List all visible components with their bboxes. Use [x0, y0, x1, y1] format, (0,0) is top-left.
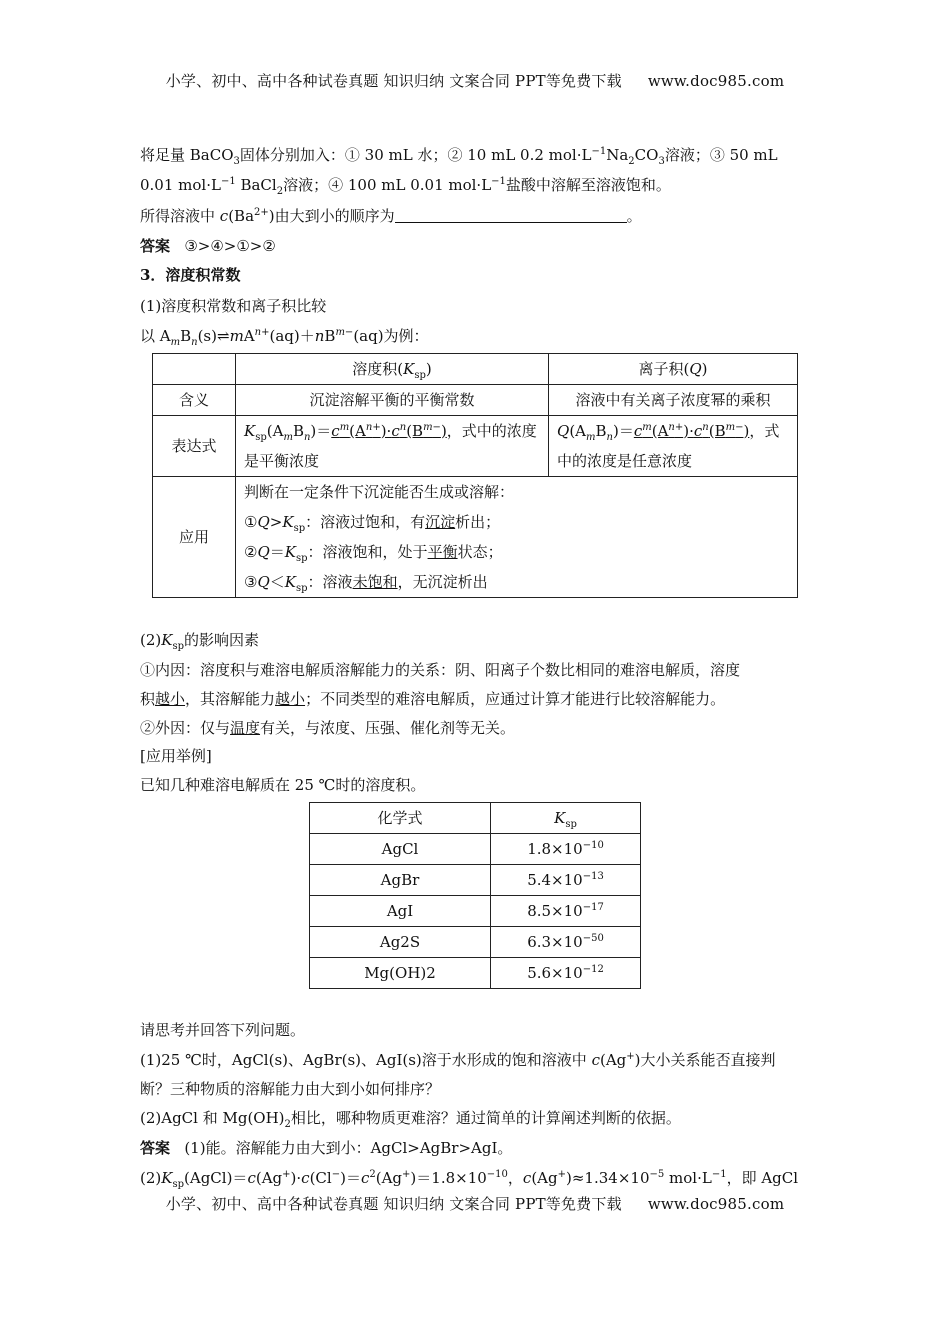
section-title: 3．溶度积常数 [140, 266, 241, 284]
table-row [310, 865, 641, 896]
expr-q: $Q(A_mB_n)=c^m(A^{n+})\cdot c^n(B^{m-})$，式 中的浓度是任意浓度 [549, 416, 798, 477]
col-formula-header: 化学式 [310, 803, 491, 834]
footer-url[interactable]: www.doc985.com [647, 1195, 785, 1213]
meaning-label: 含义 [153, 385, 236, 416]
factors-line-3: ②外因：仅与温度有关，与浓度、压强、催化剂等无关。 [140, 719, 516, 737]
ksp-q-comparison-table [152, 353, 798, 598]
table-row [310, 834, 641, 865]
example-title: [应用举例] [140, 747, 212, 765]
page-footer [0, 1193, 950, 1214]
ksp-cell: $8.5\times 10^{-17}$ [491, 896, 641, 927]
intro-question: 所得溶液中 $c(Ba^{2+})$由大到小的顺序为 。 [140, 207, 642, 225]
factors-line-1: ①内因：溶度积与难溶电解质溶解能力的关系：阴、阳离子个数比相同的难溶电解质，溶度 [140, 661, 741, 679]
expr-ksp: $K_{sp}(A_mB_n)=c^m(A^{n+})\cdot c^n(B^{m-})$，式中的浓度 是平衡浓度 [236, 416, 549, 477]
formula-cell: AgBr [310, 865, 491, 896]
example-intro: 已知几种难溶电解质在 25 ℃时的溶度积。 [140, 776, 426, 794]
ksp-cell: $6.3\times 10^{-50}$ [491, 927, 641, 958]
expr-label: 表达式 [153, 416, 236, 477]
answer-blank[interactable] [395, 206, 627, 223]
question-1: (1)25 ℃时，AgCl(s)、AgBr(s)、AgI(s)溶于水形成的饱和溶液中 c(Ag+)大小关系能否直接判 [140, 1051, 776, 1069]
app-content: 判断在一定条件下沉淀能否生成或溶解： $①Q>K_{sp}$：溶液过饱和，有沉淀析出； $②Q=K_{sp}$：溶液饱和，处于平衡状态； $③Q<K_{sp}$：溶液未饱和，无沉淀析出 [236, 477, 798, 598]
formula-cell: AgCl [310, 834, 491, 865]
factors-line-2: 积越小，其溶解能力越小；不同类型的难溶电解质，应通过计算才能进行比较溶解能力。 [140, 690, 726, 708]
ksp-cell: $1.8\times 10^{-10}$ [491, 834, 641, 865]
answer-2: $(2)K_{sp}(AgCl)=c(Ag^+)\cdot c(Cl^-)=c^2(Ag^+)=1.8\times 10^{-10}$，$c(Ag^+)\approx 1.34\times 10^{-5}$ $mol\cdot L^{-1}$，即 AgCl [140, 1169, 799, 1190]
question-1-cont: 断？三种物质的溶解能力由大到小如何排序？ [140, 1080, 441, 1098]
ksp-cell: $5.4\times 10^{-13}$ [491, 865, 641, 896]
table-row [310, 958, 641, 989]
ksp-values-table [309, 802, 641, 989]
question-2: (2)AgCl 和 $Mg(OH)_2$相比，哪种物质更难溶？通过简单的计算阐述判断的依据。 [140, 1109, 681, 1130]
meaning-q: 溶液中有关离子浓度幂的乘积 [549, 385, 798, 416]
intro-line-2: 0.01 $mol\cdot L^{-1}$ BaCl$_2$溶液；④ 100 mL 0.01 $mol\cdot L^{-1}$盐酸中溶解至溶液饱和。 [140, 176, 671, 197]
equilibrium-arrow-icon: ⇌ [216, 327, 230, 345]
answer-label: 答案 [140, 237, 171, 255]
intro-line-1: 将足量 BaCO$_3$固体分别加入：① 30 mL 水；② 10 mL 0.2 $mol\cdot L^{-1}Na_2CO_3$溶液；③ 50 mL [140, 146, 778, 167]
meaning-ksp: 沉淀溶解平衡的平衡常数 [236, 385, 549, 416]
factors-title: $(2)K_{sp}$的影响因素 [140, 631, 260, 652]
header-q: 离子积(Q) [549, 354, 798, 385]
header-text: 小学、初中、高中各种试卷真题 知识归纳 文案合同 PPT等免费下载 [165, 72, 622, 90]
header-url[interactable]: www.doc985.com [647, 72, 785, 90]
col-ksp-header: $K_{sp}$ [491, 803, 641, 834]
formula-cell: Mg(OH)2 [310, 958, 491, 989]
answer-text: ③>④>①>② [184, 237, 276, 255]
table-row [310, 896, 641, 927]
answer-1: 答案 (1)能。溶解能力由大到小：AgCl>AgBr>AgI。 [140, 1139, 513, 1157]
section-example: 以 $A_mB_n(s)\rightleftharpoons mA^{n+}(aq)+nB^{m-}(aq)$为例： [140, 327, 429, 348]
app-label: 应用 [153, 477, 236, 598]
table-row [310, 927, 641, 958]
section-sub1: (1)溶度积常数和离子积比较 [140, 297, 327, 315]
header-ksp: 溶度积$(K_{sp})$ [236, 354, 549, 385]
footer-text: 小学、初中、高中各种试卷真题 知识归纳 文案合同 PPT等免费下载 [165, 1195, 622, 1213]
formula-cell: AgI [310, 896, 491, 927]
questions-intro: 请思考并回答下列问题。 [140, 1021, 306, 1039]
ksp-cell: $5.6\times 10^{-12}$ [491, 958, 641, 989]
intro-answer [140, 236, 276, 256]
page-header [0, 70, 950, 91]
formula-cell: Ag2S [310, 927, 491, 958]
